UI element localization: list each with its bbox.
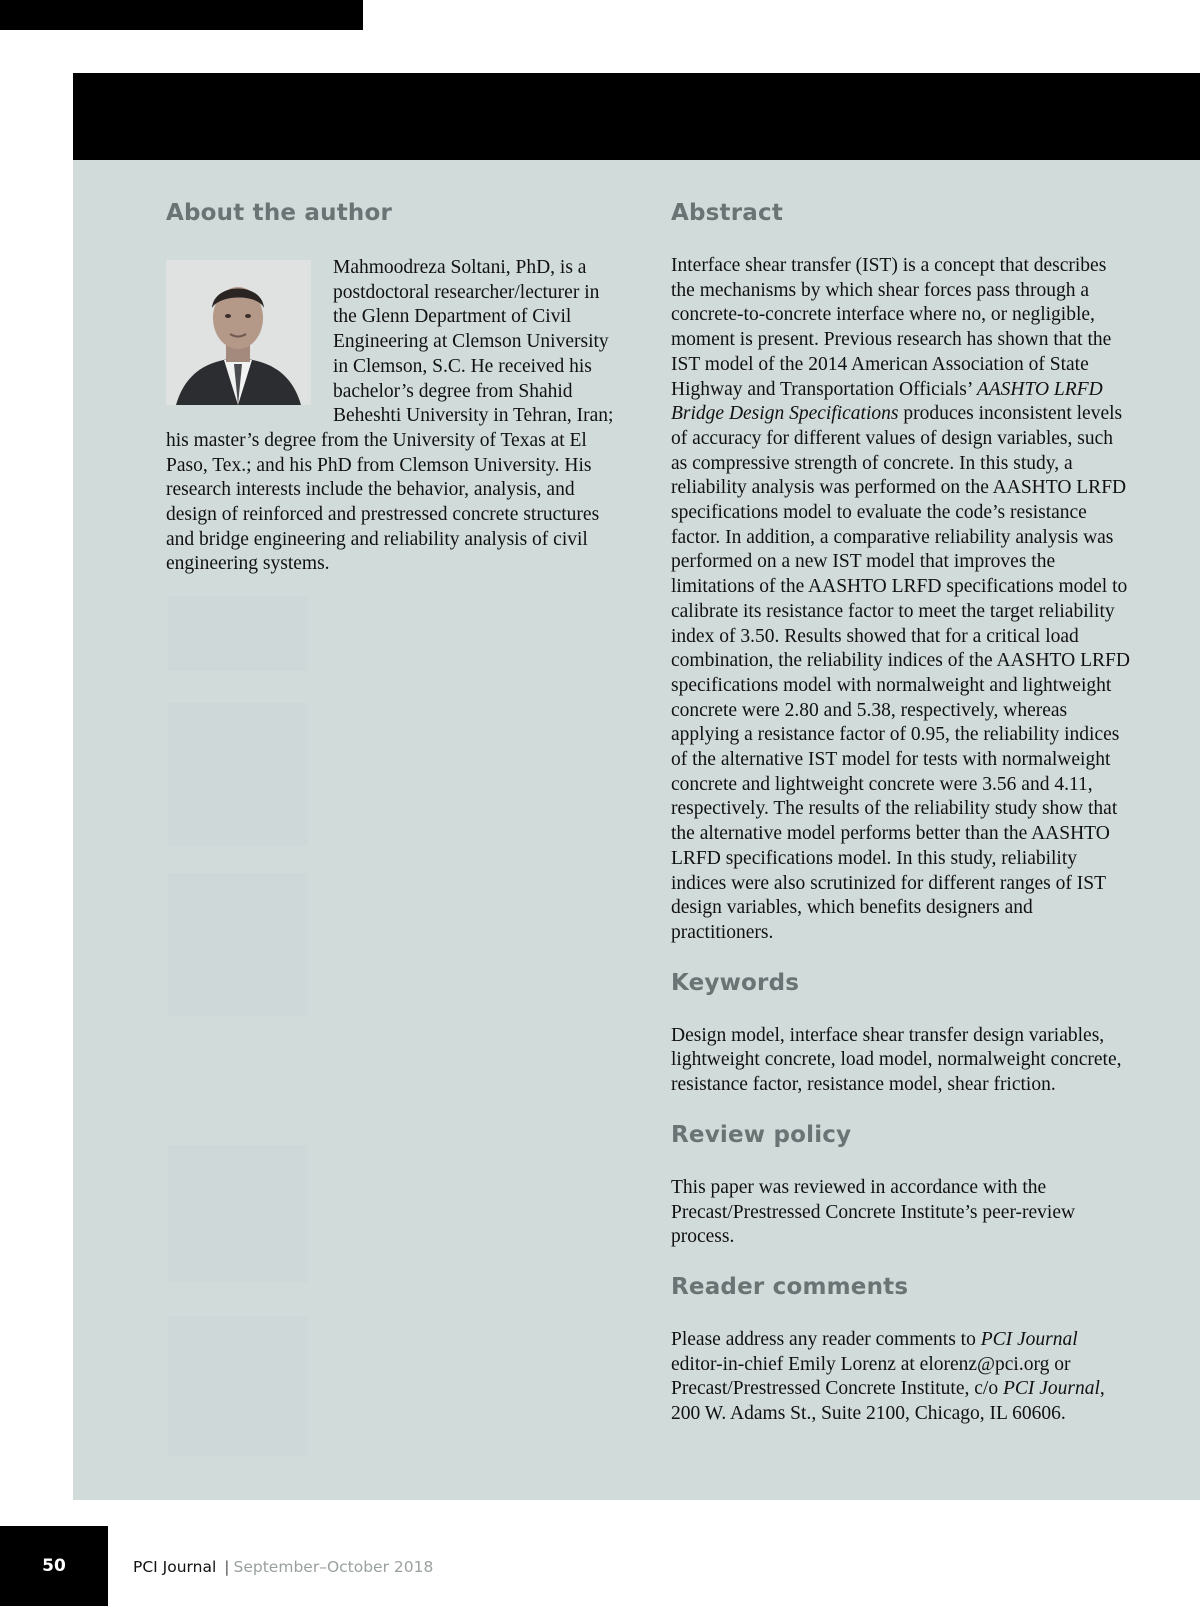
- comments-text-3: , 200 W. Adams St., Suite 2100, Chicago, IL 60606.: [671, 1378, 1105, 1425]
- footer-issue-date: September–October 2018: [233, 1558, 434, 1576]
- right-column: [671, 196, 1131, 1447]
- header-band: [73, 73, 1200, 160]
- review-policy-text: This paper was reviewed in accordance with the Precast/Prestressed Concrete Institute’s peer-review process.: [671, 1176, 1076, 1248]
- faint-photo-placeholder: [168, 873, 308, 1016]
- journal-name-italic: PCI Journal: [980, 1328, 1078, 1350]
- comments-text-2: editor-in-chief Emily Lorenz at elorenz@pci.org or Precast/Prestressed Concrete Institute, c/o: [671, 1353, 1071, 1400]
- left-column: [166, 196, 624, 577]
- review-policy-heading: Review policy: [671, 1121, 852, 1148]
- page-number: 50: [0, 1526, 108, 1606]
- faint-photo-placeholder: [168, 1145, 308, 1282]
- keywords-text: Design model, interface shear transfer design variables, lightweight concrete, load model, normalweight concrete, resistance factor, resistance model, shear friction.: [671, 1024, 1122, 1096]
- comments-text-1: Please address any reader comments to: [671, 1328, 981, 1350]
- keywords-section: [671, 966, 1131, 1098]
- faint-photo-placeholder: [168, 1316, 308, 1456]
- author-bio: Mahmoodreza Soltani, PhD, is a postdoctoral researcher/lecturer in the Glenn Department of Civil Engineering at Clemson University in Clemson, S.C. He received his bachelor’s degree from Shahid Beheshti University in Tehran, Iran; his master’s degree from the University of Texas at El Paso, Tex.; and his PhD from Clemson University. His research interests include the behavior, analysis, and design of reinforced and prestressed concrete structures and bridge engineering and reliability analysis of civil engineering systems.: [166, 257, 614, 575]
- abstract-text: [671, 254, 1131, 946]
- faint-photo-placeholder: [168, 596, 308, 671]
- reader-comments-heading: Reader comments: [671, 1273, 909, 1300]
- reader-comments-text: [671, 1328, 1131, 1427]
- abstract-text-part1: Interface shear transfer (IST) is a concept that describes the mechanisms by which shear forces pass through a concrete-to-concrete interface where no, or negligible, moment is present. Previous research has shown that the IST model of the 2014 American Association of State Highway and Transportation Officials’: [671, 255, 1112, 400]
- about-author-heading: About the author: [166, 200, 393, 226]
- running-footer: [133, 1558, 433, 1576]
- faint-photo-placeholder: [168, 703, 308, 846]
- top-tab-bar: [0, 0, 363, 30]
- author-block: [166, 256, 624, 577]
- author-photo: [166, 260, 311, 405]
- abstract-spec-title: AASHTO LRFD Bridge Design Specifications: [671, 378, 1103, 425]
- keywords-heading: Keywords: [671, 969, 800, 996]
- abstract-section: [671, 196, 1131, 946]
- comments-section: [671, 1270, 1131, 1427]
- abstract-text-part2: produces inconsistent levels of accuracy for different values of design variables, such as compressive strength of concrete. In this study, a reliability analysis was performed on the AASHTO LRFD specifications model to evaluate the code’s resistance factor. In addition, a comparative reliability analysis was performed on a new IST model that improves the limitations of the AASHTO LRFD specifications model to calibrate its resistance factor to meet the target reliability index of 3.50. Results showed that for a critical load combination, the reliability indices of the AASHTO LRFD specifications model with normalweight and lightweight concrete were 2.80 and 5.38, respectively, whereas applying a resistance factor of 0.95, the reliability indices of the alternative IST model for tests with normalweight concrete and lightweight concrete were 3.56 and 4.11, respectively. The results of the reliability study show that the alternative model performs better than the AASHTO LRFD specifications model. In this study, reliability indices were also scrutinized for different ranges of IST design variables, which benefits designers and practitioners.: [671, 403, 1130, 943]
- abstract-heading: Abstract: [671, 200, 784, 226]
- journal-name-italic: PCI Journal: [1002, 1378, 1100, 1400]
- footer-separator: |: [224, 1558, 230, 1576]
- review-section: [671, 1118, 1131, 1250]
- footer-journal-name: PCI Journal: [133, 1558, 217, 1576]
